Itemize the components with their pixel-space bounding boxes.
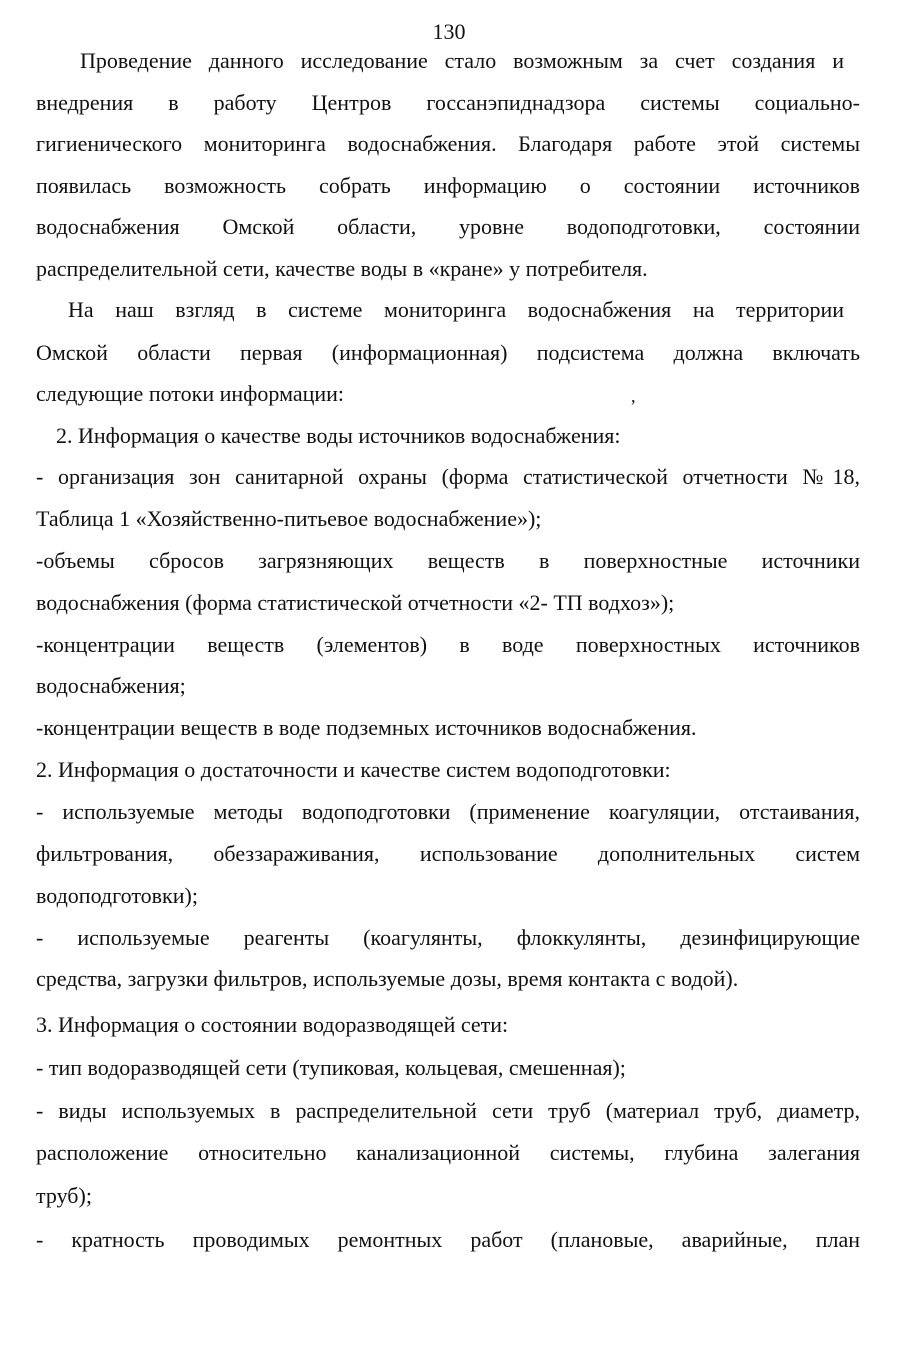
text-line: распределительной сети, качестве воды в «кране» у потребителя. [36, 256, 648, 281]
text-line: - организация зон санитарной охраны (форма статистической отчетности №18, [36, 464, 860, 489]
text-line: -концентрации веществ в воде подземных источников водоснабжения. [36, 715, 697, 740]
text-line: 2. Информация о качестве воды источников водоснабжения: [56, 423, 621, 448]
text-line: водоснабжения; [36, 673, 186, 698]
text-line: -объемы сбросов загрязняющих веществ в поверхностные источники [36, 548, 860, 573]
text-line: расположение относительно канализационной системы, глубина залегания [36, 1140, 860, 1165]
text-line: 2. Информация о достаточности и качестве систем водоподготовки: [36, 757, 671, 782]
text-line: гигиенического мониторинга водоснабжения. Благодаря работе этой системы [36, 131, 860, 156]
text-line: - кратность проводимых ремонтных работ (плановые, аварийные, план [36, 1227, 860, 1252]
text-line: внедрения в работу Центров госсанэпиднадзора системы социально- [36, 90, 860, 115]
text-line: фильтрования, обеззараживания, использование дополнительных систем [36, 841, 860, 866]
page-number: 130 [432, 19, 466, 44]
text-line: водоснабжения (форма статистической отчетности «2- ТП водхоз»); [36, 590, 675, 615]
text-line: водоснабжения Омской области, уровне водоподготовки, состоянии [36, 214, 860, 239]
text-line: труб); [36, 1183, 92, 1208]
text-line: - виды используемых в распределительной сети труб (материал труб, диаметр, [36, 1098, 860, 1123]
text-line: -концентрации веществ (элементов) в воде поверхностных источников [36, 632, 860, 657]
text-line: - используемые реагенты (коагулянты, флоккулянты, дезинфицирующие [36, 925, 860, 950]
text-line: появилась возможность собрать информацию о состоянии источников [36, 173, 860, 198]
text-line: Омской области первая (информационная) подсистема должна включать [36, 340, 860, 365]
text-line: Таблица 1 «Хозяйственно-питьевое водоснабжение»); [36, 506, 542, 531]
text-line: следующие потоки информации: [36, 381, 345, 406]
text-line: 3. Информация о состоянии водоразводящей сети: [36, 1012, 509, 1037]
text-line: - используемые методы водоподготовки (применение коагуляции, отстаивания, [36, 799, 860, 824]
stray-mark: , [631, 386, 636, 406]
text-line: средства, загрузки фильтров, используемые дозы, время контакта с водой). [36, 966, 739, 991]
text-line: - тип водоразводящей сети (тупиковая, кольцевая, смешенная); [36, 1055, 626, 1080]
text-line: На наш взгляд в системе мониторинга водоснабжения на территории [68, 297, 844, 322]
text-line: водоподготовки); [36, 883, 198, 908]
text-line: Проведение данного исследование стало возможным за счет создания и [80, 48, 844, 73]
